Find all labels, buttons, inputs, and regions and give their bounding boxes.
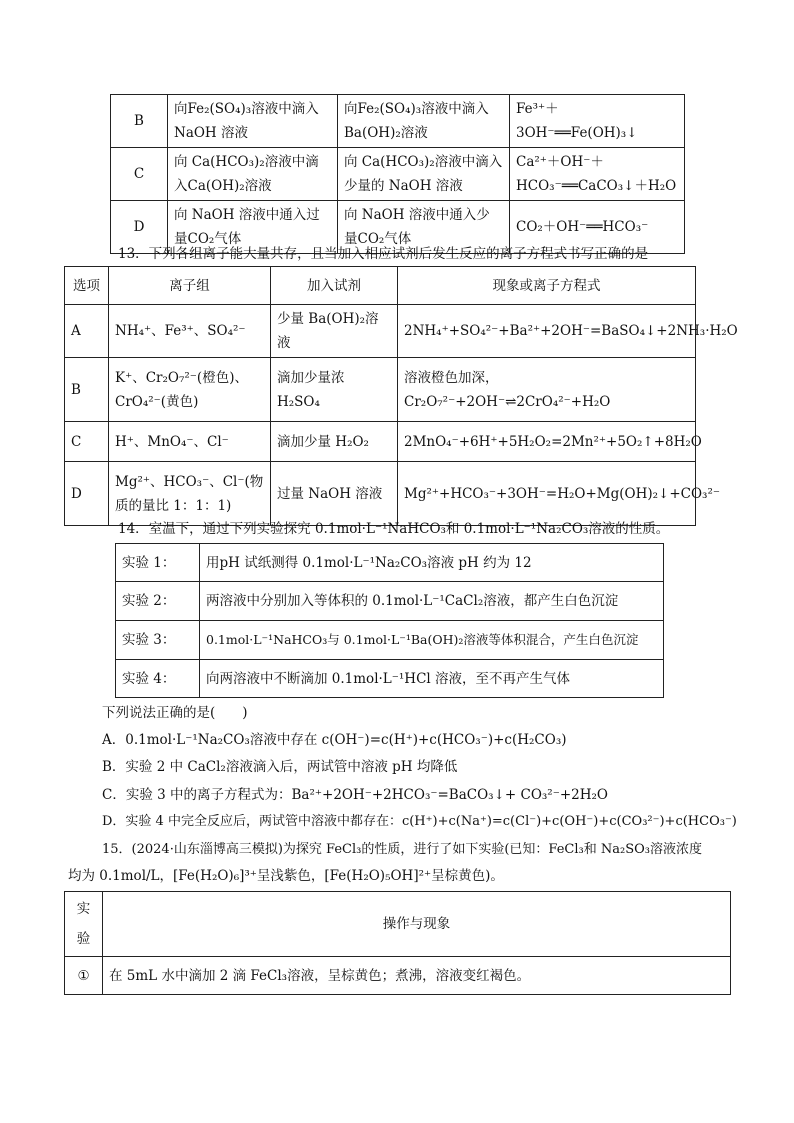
header-option: 选项 <box>65 267 109 305</box>
result-cell: 2MnO₄⁻+6H⁺+5H₂O₂=2Mn²⁺+5O₂↑+8H₂O <box>398 422 696 462</box>
header-experiment: 实验 <box>65 892 103 957</box>
result-cell: 2NH₄⁺+SO₄²⁻+Ba²⁺+2OH⁻=BaSO₄↓+2NH₃·H₂O <box>398 305 696 358</box>
cell: Ca²⁺＋OH⁻＋HCO₃⁻══CaCO₃↓＋H₂O <box>510 148 685 201</box>
cell: CO₂＋OH⁻══HCO₃⁻ <box>510 201 685 254</box>
q15-stem-line2: 均为 0.1mol/L，[Fe(H₂O)₆]³⁺呈浅紫色，[Fe(H₂O)₅OH]²⁺呈棕黄色)。 <box>68 868 504 884</box>
experiment-number: ① <box>65 957 103 995</box>
table-row <box>116 660 664 698</box>
table-row <box>111 148 685 201</box>
option-label: A <box>65 305 109 358</box>
q14-table <box>115 543 664 698</box>
header-reagent: 加入试剂 <box>271 267 398 305</box>
table-row <box>116 582 664 621</box>
experiment-name: 实验 4： <box>116 660 200 698</box>
table-row <box>111 95 685 148</box>
result-cell: 溶液橙色加深，Cr₂O₇²⁻+2OH⁻⇌2CrO₄²⁻+H₂O <box>398 358 696 422</box>
ions-cell: Mg²⁺、HCO₃⁻、Cl⁻(物质的量比 1：1：1) <box>109 462 271 526</box>
row-label: D <box>111 201 168 254</box>
q14-stem: 14．室温下，通过下列实验探究 0.1mol·L⁻¹NaHCO₃和 0.1mol·L⁻¹Na₂CO₃溶液的性质。 <box>118 521 670 537</box>
ions-cell: H⁺、MnO₄⁻、Cl⁻ <box>109 422 271 462</box>
table-header-row <box>65 892 731 957</box>
table-row <box>65 305 696 358</box>
experiment-text: 两溶液中分别加入等体积的 0.1mol·L⁻¹CaCl₂溶液，都产生白色沉淀 <box>200 582 664 621</box>
q14-option-d: D．实验 4 中完全反应后，两试管中溶液中都存在：c(H⁺)+c(Na⁺)=c(Cl⁻)+c(OH⁻)+c(CO₃²⁻)+c(HCO₃⁻) <box>102 814 737 829</box>
header-result: 现象或离子方程式 <box>398 267 696 305</box>
q14-option-a: A．0.1mol·L⁻¹Na₂CO₃溶液中存在 c(OH⁻)=c(H⁺)+c(HCO₃⁻)+c(H₂CO₃) <box>102 732 567 748</box>
experiment-text: 在 5mL 水中滴加 2 滴 FeCl₃溶液，呈棕黄色；煮沸，溶液变红褐色。 <box>103 957 731 995</box>
cell: 向Fe₂(SO₄)₃溶液中滴入NaOH 溶液 <box>168 95 338 148</box>
cell: 向 Ca(HCO₃)₂溶液中滴入Ca(OH)₂溶液 <box>168 148 338 201</box>
reagent-cell: 过量 NaOH 溶液 <box>271 462 398 526</box>
header-ions: 离子组 <box>109 267 271 305</box>
table-row <box>65 957 731 995</box>
table-row <box>116 544 664 582</box>
experiment-text: 用pH 试纸测得 0.1mol·L⁻¹Na₂CO₃溶液 pH 约为 12 <box>200 544 664 582</box>
experiment-name: 实验 3： <box>116 621 200 660</box>
cell: 向Fe₂(SO₄)₃溶液中滴入Ba(OH)₂溶液 <box>338 95 510 148</box>
option-label: C <box>65 422 109 462</box>
reagent-cell: 滴加少量浓 H₂SO₄ <box>271 358 398 422</box>
experiment-text: 0.1mol·L⁻¹NaHCO₃与 0.1mol·L⁻¹Ba(OH)₂溶液等体积混合，产生白色沉淀 <box>200 621 664 660</box>
table-row <box>65 422 696 462</box>
ions-cell: K⁺、Cr₂O₇²⁻(橙色)、CrO₄²⁻(黄色) <box>109 358 271 422</box>
result-cell: Mg²⁺+HCO₃⁻+3OH⁻=H₂O+Mg(OH)₂↓+CO₃²⁻ <box>398 462 696 526</box>
table-header-row <box>65 267 696 305</box>
q14-question: 下列说法正确的是( ) <box>102 705 248 721</box>
q14-option-c: C．实验 3 中的离子方程式为：Ba²⁺+2OH⁻+2HCO₃⁻=BaCO₃↓+ CO₃²⁻+2H₂O <box>102 787 608 803</box>
experiment-name: 实验 2： <box>116 582 200 621</box>
q13-table <box>64 266 738 526</box>
reagent-cell: 滴加少量 H₂O₂ <box>271 422 398 462</box>
ions-cell: NH₄⁺、Fe³⁺、SO₄²⁻ <box>109 305 271 358</box>
header-operation: 操作与现象 <box>103 892 731 957</box>
table-row <box>116 621 664 660</box>
cell: Fe³⁺＋3OH⁻══Fe(OH)₃↓ <box>510 95 685 148</box>
row-label: B <box>111 95 168 148</box>
option-label: B <box>65 358 109 422</box>
top-table <box>110 94 685 254</box>
experiment-name: 实验 1： <box>116 544 200 582</box>
cell: 向 Ca(HCO₃)₂溶液中滴入少量的 NaOH 溶液 <box>338 148 510 201</box>
reagent-cell: 少量 Ba(OH)₂溶液 <box>271 305 398 358</box>
cell: 向 NaOH 溶液中通入少量CO₂气体 <box>338 201 510 254</box>
option-label: D <box>65 462 109 526</box>
table-row <box>65 462 696 526</box>
row-label: C <box>111 148 168 201</box>
q15-table <box>64 891 731 995</box>
q14-option-b: B．实验 2 中 CaCl₂溶液滴入后，两试管中溶液 pH 均降低 <box>102 759 458 775</box>
experiment-text: 向两溶液中不断滴加 0.1mol·L⁻¹HCl 溶液，至不再产生气体 <box>200 660 664 698</box>
table-row <box>65 358 696 422</box>
q13-stem: 13．下列各组离子能大量共存，且当加入相应试剂后发生反应的离子方程式书写正确的是 <box>118 246 649 262</box>
cell: 向 NaOH 溶液中通入过量CO₂气体 <box>168 201 338 254</box>
q15-stem-line1: 15．(2024·山东淄博高三模拟)为探究 FeCl₃的性质，进行了如下实验(已知：FeCl₃和 Na₂SO₃溶液浓度 <box>102 842 702 857</box>
